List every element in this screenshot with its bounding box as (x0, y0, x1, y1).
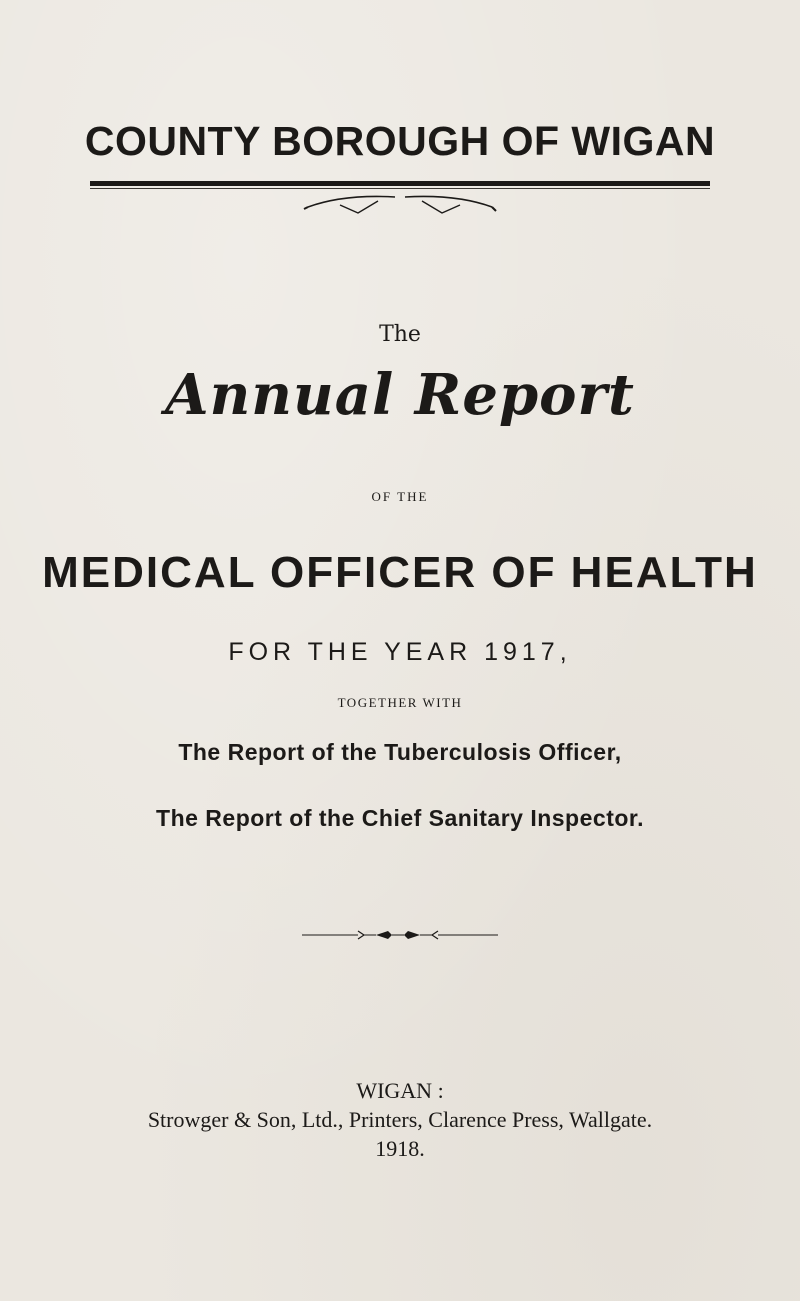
supplement-report-tuberculosis: The Report of the Tuberculosis Officer, (178, 739, 622, 765)
supplement-report-sanitary: The Report of the Chief Sanitary Inspector. (156, 805, 644, 831)
of-the-line: OF THE (371, 489, 429, 504)
borough-heading: COUNTY BOROUGH OF WIGAN (84, 118, 716, 164)
together-with-line: TOGETHER WITH (337, 695, 463, 710)
report-year-line: FOR THE YEAR 1917, (228, 638, 572, 666)
double-rule-thin (90, 188, 710, 189)
imprint-printer: Strowger & Son, Ltd., Printers, Clarence Press, Wallgate. (147, 1107, 653, 1132)
imprint-place: WIGAN : (356, 1078, 444, 1103)
double-rule-thick (90, 181, 710, 186)
ornament-divider-icon (300, 928, 500, 942)
office-title: MEDICAL OFFICER OF HEALTH (42, 548, 758, 597)
imprint-year: 1918. (375, 1136, 425, 1161)
ornament-flourish-icon (300, 193, 500, 219)
title-article: The (379, 322, 421, 347)
main-title: Annual Report (165, 362, 635, 428)
